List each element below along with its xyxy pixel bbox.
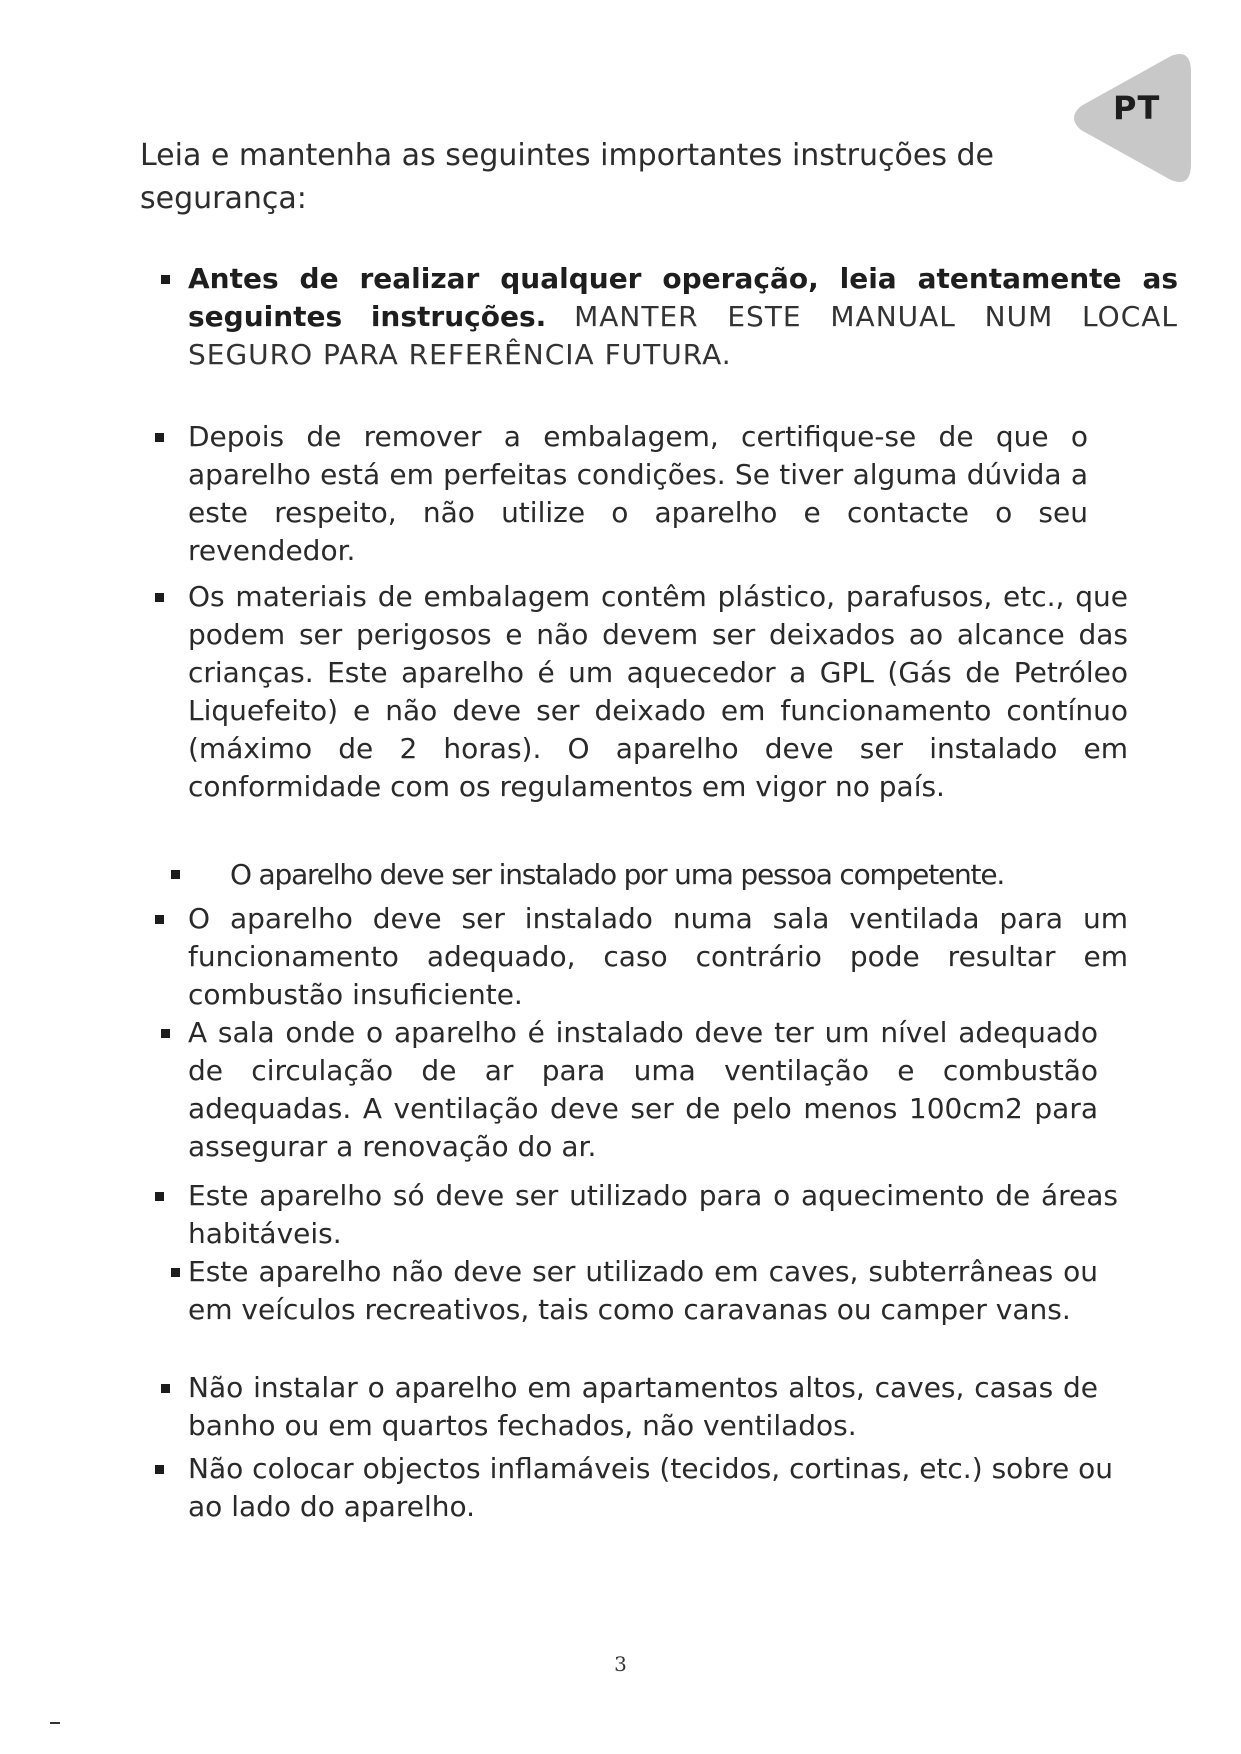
list-item-8 (188, 1253, 1098, 1329)
bullet-2 (155, 433, 164, 442)
list-item-4-text: O aparelho deve ser instalado por uma pessoa competente. (230, 858, 1005, 891)
list-item-7-text: Este aparelho só deve ser utilizado para o aquecimento de áreas habitáveis. (188, 1179, 1118, 1250)
language-tab-label: PT (1113, 89, 1161, 127)
list-item-2 (188, 418, 1088, 570)
list-item-6-text: A sala onde o aparelho é instalado deve ter um nível adequado de circulação de ar para uma ventilação e combustão adequadas. A ventilação deve ser de pelo menos 100cm2 para assegurar a renovação do ar. (188, 1016, 1098, 1163)
bullet-8 (171, 1268, 180, 1277)
language-tab (1067, 52, 1195, 184)
corner-mark (50, 1722, 60, 1724)
bullet-7 (155, 1192, 164, 1201)
list-item-1-bold-text: Antes de realizar qualquer operação, leia atentamente as seguintes instruções. (188, 262, 1178, 333)
bullet-6 (161, 1029, 170, 1038)
list-item-3 (188, 578, 1128, 806)
bullet-3 (155, 593, 164, 602)
list-item-5 (188, 900, 1128, 1014)
bullet-9 (161, 1384, 170, 1393)
list-item-8-text: Este aparelho não deve ser utilizado em caves, subterrâneas ou em veículos recreativos, tais como caravanas ou camper vans. (188, 1255, 1098, 1326)
list-item-1-text (188, 260, 1178, 374)
list-item-4 (230, 856, 1130, 894)
page-number: 3 (614, 1652, 627, 1676)
list-item-1-caps-text: MANTER ESTE MANUAL NUM LOCAL SEGURO PARA REFERÊNCIA FUTURA. (188, 300, 1179, 371)
list-item-6 (188, 1014, 1098, 1166)
list-item-3-text: Os materiais de embalagem contêm plástico, parafusos, etc., que podem ser perigosos e não devem ser deixados ao alcance das crianças. Este aparelho é um aquecedor a GPL (Gás de Petróleo Liquefeito) e não deve ser deixado em funcionamento contínuo (máximo de 2 horas). O aparelho deve ser instalado em conformidade com os regulamentos em vigor no país. (188, 580, 1128, 803)
list-item-9-text: Não instalar o aparelho em apartamentos altos, caves, casas de banho ou em quartos fechados, não ventilados. (188, 1371, 1098, 1442)
list-item-10-text: Não colocar objectos inflamáveis (tecidos, cortinas, etc.) sobre ou ao lado do aparelho. (188, 1452, 1113, 1523)
list-item-10 (188, 1450, 1113, 1526)
list-item-7 (188, 1177, 1118, 1253)
bullet-5 (155, 915, 164, 924)
list-item-2-text: Depois de remover a embalagem, certifique-se de que o aparelho está em perfeitas condições. Se tiver alguma dúvida a este respeito, não utilize o aparelho e contacte o seu revendedor. (188, 420, 1088, 567)
intro-text: Leia e mantenha as seguintes importantes instruções de segurança: (140, 138, 995, 216)
bullet-10 (155, 1465, 164, 1474)
bullet-1 (161, 275, 170, 284)
list-item-9 (188, 1369, 1098, 1445)
list-item-1 (188, 260, 1178, 374)
bullet-4 (171, 870, 180, 879)
list-item-5-text: O aparelho deve ser instalado numa sala ventilada para um funcionamento adequado, caso contrário pode resultar em combustão insuficiente. (188, 902, 1128, 1011)
